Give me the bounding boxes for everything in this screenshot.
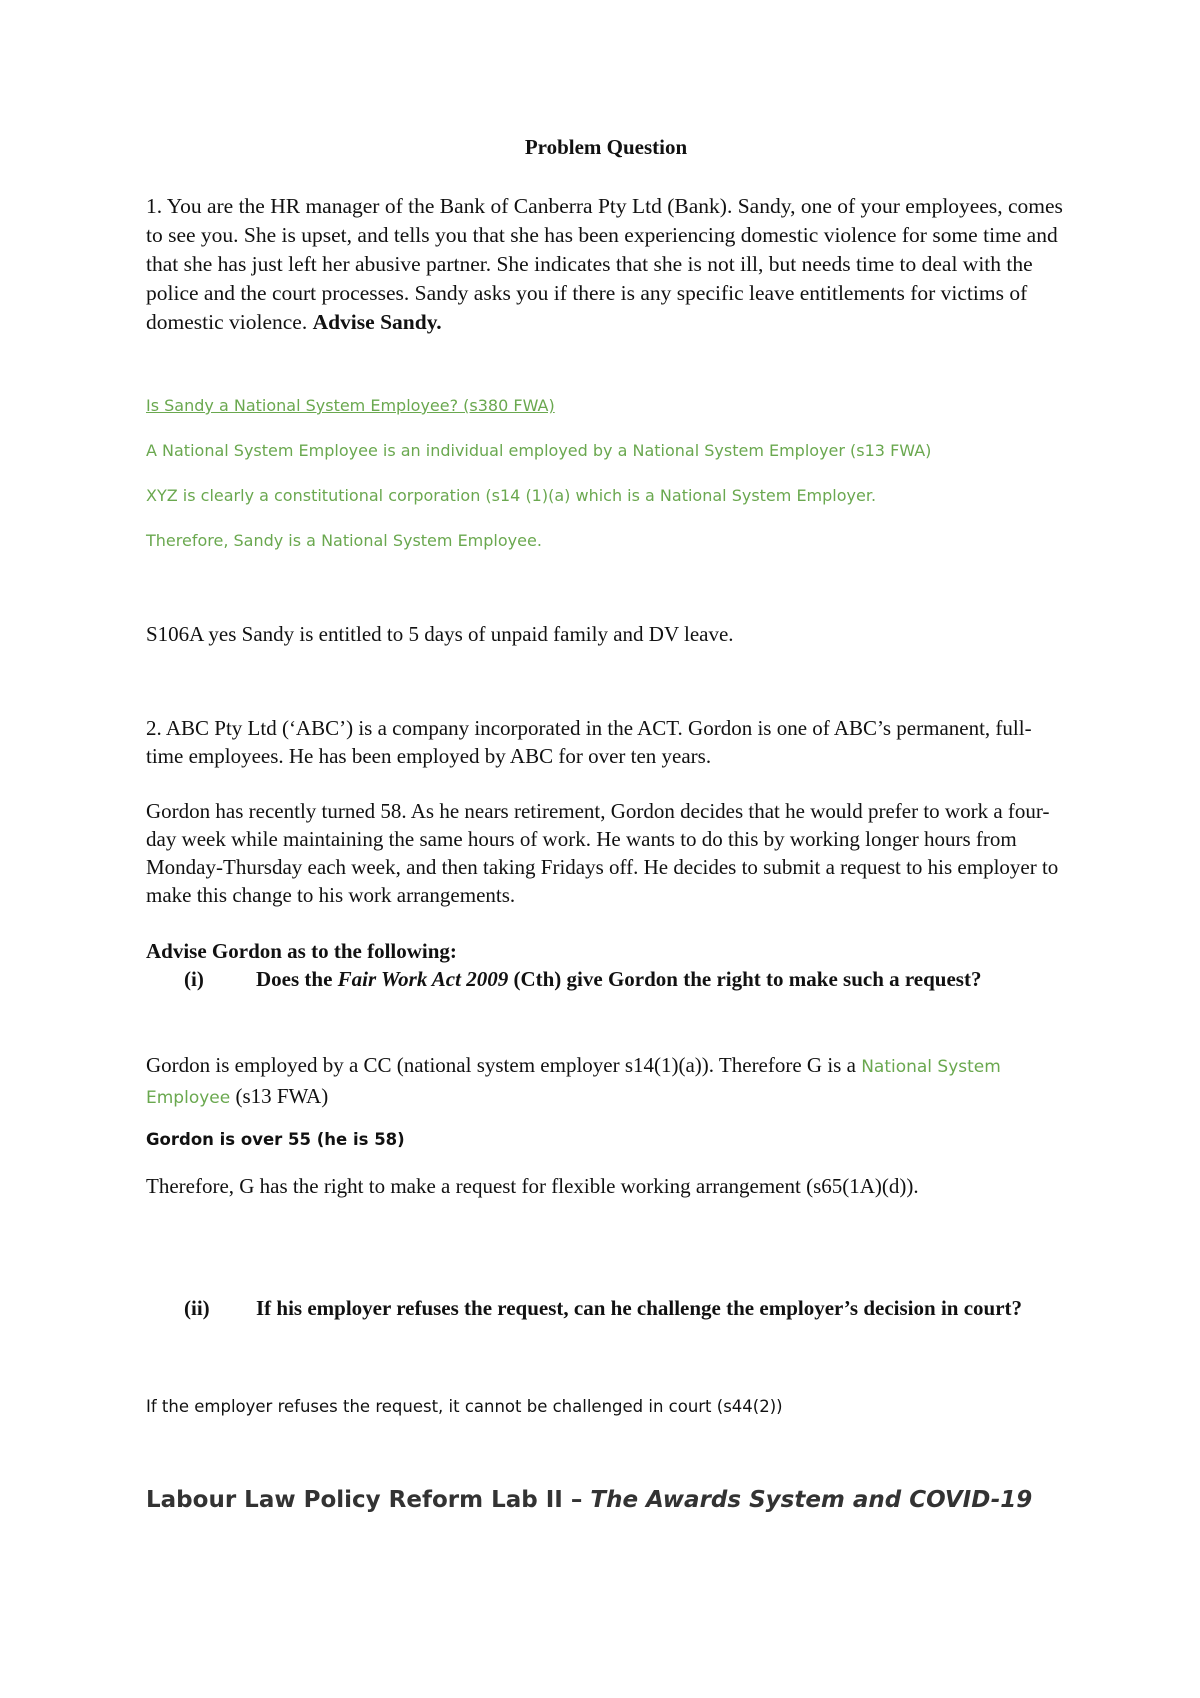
answer-i-employment: Gordon is employed by a CC (national system employer s14(1)(a)). Therefore G is a National System Employee (s13 FWA) [146, 1053, 1001, 1108]
answer-1-line-3: Therefore, Sandy is a National System Employee. [146, 531, 542, 550]
question-1-text: 1. You are the HR manager of the Bank of Canberra Pty Ltd (Bank). Sandy, one of your employees, comes to see you. She is upset, and tells you that she has been experiencing domestic violence for some time and that she has just left her abusive partner. She indicates that she is not ill, but needs time to deal with the police and the court processes. Sandy asks you if there is any specific leave entitlements for victims of domestic violence. [146, 194, 1063, 334]
question-2-para-1: 2. ABC Pty Ltd (‘ABC’) is a company incorporated in the ACT. Gordon is one of ABC’s permanent, full-time employees. He has been employed by ABC for over ten years. [146, 716, 1032, 768]
sub-question-i [146, 965, 1066, 994]
act-name: Fair Work Act 2009 [337, 967, 509, 991]
answer-1-line-2: XYZ is clearly a constitutional corporation (s14 (1)(a) which is a National System Employer. [146, 486, 877, 505]
answer-ii: If the employer refuses the request, it cannot be challenged in court (s44(2)) [146, 1397, 783, 1416]
page-title: Problem Question [524, 135, 688, 159]
question-1-instruction: Advise Sandy. [312, 310, 442, 334]
national-system-employee-term: National System Employee [146, 1057, 1001, 1108]
sub-question-i-number: (i) [184, 967, 204, 991]
sub-question-i-text: Does the Fair Work Act 2009 (Cth) give Gordon the right to make such a request? [256, 967, 982, 991]
sub-question-ii-number: (ii) [184, 1296, 210, 1320]
sub-question-ii [146, 1294, 1066, 1323]
answer-1-conclusion: S106A yes Sandy is entitled to 5 days of unpaid family and DV leave. [146, 622, 734, 646]
sub-question-ii-text: If his employer refuses the request, can he challenge the employer’s decision in court? [256, 1296, 1023, 1320]
question-2-para-2: Gordon has recently turned 58. As he nears retirement, Gordon decides that he would prefer to work a four-day week while maintaining the same hours of work. He wants to do this by working longer hours from Monday-Thursday each week, and then taking Fridays off. He decides to submit a request to his employer to make this change to his work arrangements. [146, 799, 1059, 907]
question-1 [146, 192, 1066, 337]
section-heading-reform-lab: Labour Law Policy Reform Lab II – The Awards System and COVID-19 [146, 1487, 1033, 1513]
advise-gordon-heading: Advise Gordon as to the following: [146, 939, 457, 963]
answer-1-line-1: A National System Employee is an individual employed by a National System Employer (s13 FWA) [146, 441, 932, 460]
answer-i-age: Gordon is over 55 (he is 58) [146, 1130, 405, 1149]
section-heading-italic: The Awards System and COVID-19 [590, 1487, 1033, 1513]
answer-i-therefore: Therefore, G has the right to make a request for flexible working arrangement (s65(1A)(d)). [146, 1174, 919, 1198]
answer-1-heading: Is Sandy a National System Employee? (s380 FWA) [146, 396, 555, 415]
